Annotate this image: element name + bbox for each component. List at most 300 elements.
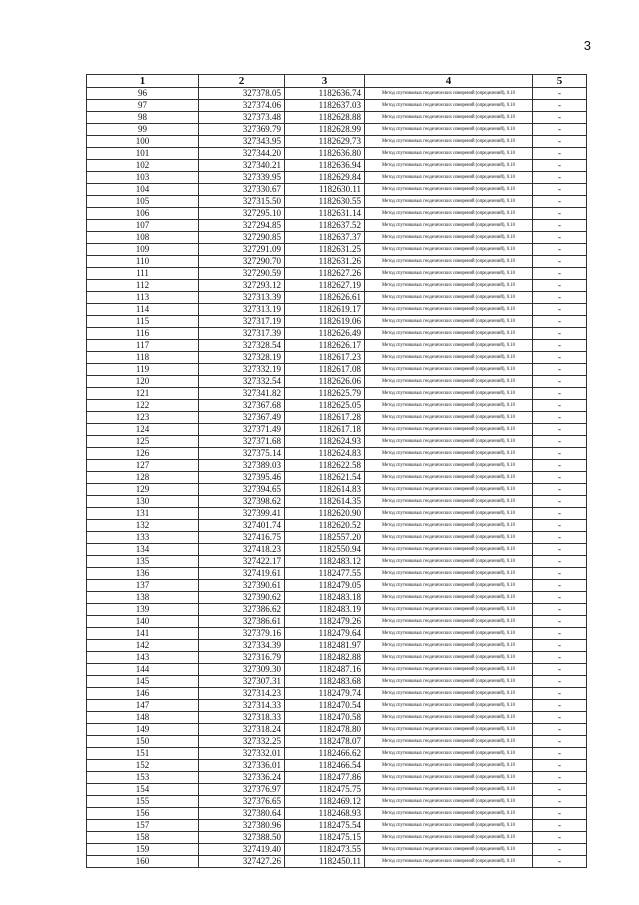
x-coordinate-cell: 327369.79 bbox=[199, 124, 285, 136]
table-row bbox=[87, 556, 587, 568]
point-number-cell: 118 bbox=[87, 352, 199, 364]
x-coordinate-cell: 327317.19 bbox=[199, 316, 285, 328]
y-coordinate-cell: 1182475.54 bbox=[285, 820, 365, 832]
point-number-cell: 142 bbox=[87, 640, 199, 652]
table-row bbox=[87, 376, 587, 388]
point-number-cell: 155 bbox=[87, 796, 199, 808]
note-cell: - bbox=[533, 796, 587, 808]
x-coordinate-cell: 327290.59 bbox=[199, 268, 285, 280]
x-coordinate-cell: 327340.21 bbox=[199, 160, 285, 172]
x-coordinate-cell: 327309.30 bbox=[199, 664, 285, 676]
table-row bbox=[87, 208, 587, 220]
note-cell: - bbox=[533, 328, 587, 340]
method-cell: Метод спутниковых геодезических измерений (определений), 0.10 bbox=[365, 256, 533, 268]
table-row bbox=[87, 292, 587, 304]
y-coordinate-cell: 1182628.88 bbox=[285, 112, 365, 124]
table-row bbox=[87, 484, 587, 496]
table-row bbox=[87, 580, 587, 592]
method-cell: Метод спутниковых геодезических измерений (определений), 0.10 bbox=[365, 472, 533, 484]
table-row bbox=[87, 364, 587, 376]
x-coordinate-cell: 327389.03 bbox=[199, 460, 285, 472]
table-row bbox=[87, 760, 587, 772]
point-number-cell: 113 bbox=[87, 292, 199, 304]
x-coordinate-cell: 327374.06 bbox=[199, 100, 285, 112]
y-coordinate-cell: 1182481.97 bbox=[285, 640, 365, 652]
method-cell: Метод спутниковых геодезических измерений (определений), 0.10 bbox=[365, 88, 533, 100]
point-number-cell: 106 bbox=[87, 208, 199, 220]
point-number-cell: 141 bbox=[87, 628, 199, 640]
point-number-cell: 138 bbox=[87, 592, 199, 604]
y-coordinate-cell: 1182626.17 bbox=[285, 340, 365, 352]
y-coordinate-cell: 1182550.94 bbox=[285, 544, 365, 556]
x-coordinate-cell: 327339.95 bbox=[199, 172, 285, 184]
method-cell: Метод спутниковых геодезических измерений (определений), 0.10 bbox=[365, 280, 533, 292]
x-coordinate-cell: 327379.16 bbox=[199, 628, 285, 640]
y-coordinate-cell: 1182477.86 bbox=[285, 772, 365, 784]
method-cell: Метод спутниковых геодезических измерений (определений), 0.10 bbox=[365, 820, 533, 832]
note-cell: - bbox=[533, 640, 587, 652]
point-number-cell: 140 bbox=[87, 616, 199, 628]
method-cell: Метод спутниковых геодезических измерений (определений), 0.10 bbox=[365, 532, 533, 544]
note-cell: - bbox=[533, 676, 587, 688]
table-row bbox=[87, 820, 587, 832]
y-coordinate-cell: 1182482.88 bbox=[285, 652, 365, 664]
note-cell: - bbox=[533, 268, 587, 280]
table-row bbox=[87, 352, 587, 364]
table-row bbox=[87, 496, 587, 508]
note-cell: - bbox=[533, 832, 587, 844]
method-cell: Метод спутниковых геодезических измерений (определений), 0.10 bbox=[365, 304, 533, 316]
method-cell: Метод спутниковых геодезических измерений (определений), 0.10 bbox=[365, 136, 533, 148]
note-cell: - bbox=[533, 316, 587, 328]
method-cell: Метод спутниковых геодезических измерений (определений), 0.10 bbox=[365, 232, 533, 244]
note-cell: - bbox=[533, 520, 587, 532]
x-coordinate-cell: 327332.19 bbox=[199, 364, 285, 376]
point-number-cell: 146 bbox=[87, 688, 199, 700]
x-coordinate-cell: 327332.54 bbox=[199, 376, 285, 388]
point-number-cell: 150 bbox=[87, 736, 199, 748]
table-row bbox=[87, 388, 587, 400]
method-cell: Метод спутниковых геодезических измерений (определений), 0.10 bbox=[365, 364, 533, 376]
x-coordinate-cell: 327307.31 bbox=[199, 676, 285, 688]
method-cell: Метод спутниковых геодезических измерений (определений), 0.10 bbox=[365, 568, 533, 580]
point-number-cell: 122 bbox=[87, 400, 199, 412]
note-cell: - bbox=[533, 736, 587, 748]
y-coordinate-cell: 1182630.11 bbox=[285, 184, 365, 196]
method-cell: Метод спутниковых геодезических измерений (определений), 0.10 bbox=[365, 628, 533, 640]
x-coordinate-cell: 327315.50 bbox=[199, 196, 285, 208]
note-cell: - bbox=[533, 292, 587, 304]
x-coordinate-cell: 327388.50 bbox=[199, 832, 285, 844]
note-cell: - bbox=[533, 436, 587, 448]
point-number-cell: 157 bbox=[87, 820, 199, 832]
note-cell: - bbox=[533, 856, 587, 868]
note-cell: - bbox=[533, 232, 587, 244]
table-row bbox=[87, 256, 587, 268]
y-coordinate-cell: 1182636.74 bbox=[285, 88, 365, 100]
note-cell: - bbox=[533, 664, 587, 676]
method-cell: Метод спутниковых геодезических измерений (определений), 0.10 bbox=[365, 148, 533, 160]
method-cell: Метод спутниковых геодезических измерений (определений), 0.10 bbox=[365, 172, 533, 184]
point-number-cell: 111 bbox=[87, 268, 199, 280]
y-coordinate-cell: 1182629.73 bbox=[285, 136, 365, 148]
table-row bbox=[87, 196, 587, 208]
method-cell: Метод спутниковых геодезических измерений (определений), 0.10 bbox=[365, 544, 533, 556]
point-number-cell: 136 bbox=[87, 568, 199, 580]
point-number-cell: 137 bbox=[87, 580, 199, 592]
y-coordinate-cell: 1182468.93 bbox=[285, 808, 365, 820]
method-cell: Метод спутниковых геодезических измерений (определений), 0.10 bbox=[365, 184, 533, 196]
note-cell: - bbox=[533, 220, 587, 232]
y-coordinate-cell: 1182629.84 bbox=[285, 172, 365, 184]
y-coordinate-cell: 1182478.07 bbox=[285, 736, 365, 748]
method-cell: Метод спутниковых геодезических измерений (определений), 0.10 bbox=[365, 412, 533, 424]
note-cell: - bbox=[533, 100, 587, 112]
y-coordinate-cell: 1182624.93 bbox=[285, 436, 365, 448]
note-cell: - bbox=[533, 724, 587, 736]
point-number-cell: 127 bbox=[87, 460, 199, 472]
y-coordinate-cell: 1182557.20 bbox=[285, 532, 365, 544]
point-number-cell: 134 bbox=[87, 544, 199, 556]
x-coordinate-cell: 327291.09 bbox=[199, 244, 285, 256]
table-row bbox=[87, 136, 587, 148]
note-cell: - bbox=[533, 424, 587, 436]
x-coordinate-cell: 327378.05 bbox=[199, 88, 285, 100]
table-row bbox=[87, 244, 587, 256]
note-cell: - bbox=[533, 244, 587, 256]
table-row bbox=[87, 592, 587, 604]
method-cell: Метод спутниковых геодезических измерений (определений), 0.10 bbox=[365, 340, 533, 352]
table-row bbox=[87, 640, 587, 652]
point-number-cell: 112 bbox=[87, 280, 199, 292]
y-coordinate-cell: 1182637.37 bbox=[285, 232, 365, 244]
y-coordinate-cell: 1182479.26 bbox=[285, 616, 365, 628]
point-number-cell: 102 bbox=[87, 160, 199, 172]
y-coordinate-cell: 1182479.74 bbox=[285, 688, 365, 700]
y-coordinate-cell: 1182614.35 bbox=[285, 496, 365, 508]
table-row bbox=[87, 700, 587, 712]
method-cell: Метод спутниковых геодезических измерений (определений), 0.10 bbox=[365, 220, 533, 232]
note-cell: - bbox=[533, 772, 587, 784]
point-number-cell: 100 bbox=[87, 136, 199, 148]
y-coordinate-cell: 1182619.06 bbox=[285, 316, 365, 328]
page-number: 3 bbox=[583, 38, 591, 53]
note-cell: - bbox=[533, 556, 587, 568]
x-coordinate-cell: 327332.01 bbox=[199, 748, 285, 760]
point-number-cell: 147 bbox=[87, 700, 199, 712]
y-coordinate-cell: 1182469.12 bbox=[285, 796, 365, 808]
note-cell: - bbox=[533, 388, 587, 400]
method-cell: Метод спутниковых геодезических измерений (определений), 0.10 bbox=[365, 748, 533, 760]
table-row bbox=[87, 676, 587, 688]
table-row bbox=[87, 844, 587, 856]
note-cell: - bbox=[533, 616, 587, 628]
note-cell: - bbox=[533, 364, 587, 376]
method-cell: Метод спутниковых геодезических измерений (определений), 0.10 bbox=[365, 700, 533, 712]
note-cell: - bbox=[533, 196, 587, 208]
x-coordinate-cell: 327422.17 bbox=[199, 556, 285, 568]
point-number-cell: 144 bbox=[87, 664, 199, 676]
point-number-cell: 110 bbox=[87, 256, 199, 268]
method-cell: Метод спутниковых геодезических измерений (определений), 0.10 bbox=[365, 388, 533, 400]
x-coordinate-cell: 327332.25 bbox=[199, 736, 285, 748]
method-cell: Метод спутниковых геодезических измерений (определений), 0.10 bbox=[365, 772, 533, 784]
y-coordinate-cell: 1182483.12 bbox=[285, 556, 365, 568]
method-cell: Метод спутниковых геодезических измерений (определений), 0.10 bbox=[365, 844, 533, 856]
table-row bbox=[87, 172, 587, 184]
note-cell: - bbox=[533, 112, 587, 124]
x-coordinate-cell: 327371.49 bbox=[199, 424, 285, 436]
table-row bbox=[87, 280, 587, 292]
point-number-cell: 149 bbox=[87, 724, 199, 736]
x-coordinate-cell: 327317.39 bbox=[199, 328, 285, 340]
note-cell: - bbox=[533, 376, 587, 388]
point-number-cell: 107 bbox=[87, 220, 199, 232]
x-coordinate-cell: 327386.62 bbox=[199, 604, 285, 616]
table-row bbox=[87, 688, 587, 700]
note-cell: - bbox=[533, 184, 587, 196]
note-cell: - bbox=[533, 148, 587, 160]
y-coordinate-cell: 1182637.03 bbox=[285, 100, 365, 112]
y-coordinate-cell: 1182622.58 bbox=[285, 460, 365, 472]
method-cell: Метод спутниковых геодезических измерений (определений), 0.10 bbox=[365, 124, 533, 136]
y-coordinate-cell: 1182631.25 bbox=[285, 244, 365, 256]
column-header-2: 2 bbox=[199, 75, 285, 88]
x-coordinate-cell: 327290.85 bbox=[199, 232, 285, 244]
y-coordinate-cell: 1182621.54 bbox=[285, 472, 365, 484]
point-number-cell: 132 bbox=[87, 520, 199, 532]
y-coordinate-cell: 1182477.55 bbox=[285, 568, 365, 580]
y-coordinate-cell: 1182630.55 bbox=[285, 196, 365, 208]
x-coordinate-cell: 327290.70 bbox=[199, 256, 285, 268]
x-coordinate-cell: 327367.49 bbox=[199, 412, 285, 424]
x-coordinate-cell: 327380.96 bbox=[199, 820, 285, 832]
x-coordinate-cell: 327398.62 bbox=[199, 496, 285, 508]
x-coordinate-cell: 327373.48 bbox=[199, 112, 285, 124]
y-coordinate-cell: 1182631.14 bbox=[285, 208, 365, 220]
y-coordinate-cell: 1182624.83 bbox=[285, 448, 365, 460]
table-row bbox=[87, 808, 587, 820]
method-cell: Метод спутниковых геодезических измерений (определений), 0.10 bbox=[365, 448, 533, 460]
table-row bbox=[87, 616, 587, 628]
table-row bbox=[87, 712, 587, 724]
point-number-cell: 103 bbox=[87, 172, 199, 184]
table-row bbox=[87, 220, 587, 232]
column-header-5: 5 bbox=[533, 75, 587, 88]
method-cell: Метод спутниковых геодезических измерений (определений), 0.10 bbox=[365, 196, 533, 208]
x-coordinate-cell: 327336.01 bbox=[199, 760, 285, 772]
method-cell: Метод спутниковых геодезических измерений (определений), 0.10 bbox=[365, 460, 533, 472]
method-cell: Метод спутниковых геодезических измерений (определений), 0.10 bbox=[365, 112, 533, 124]
table-row bbox=[87, 148, 587, 160]
table-row bbox=[87, 304, 587, 316]
table-row bbox=[87, 124, 587, 136]
method-cell: Метод спутниковых геодезических измерений (определений), 0.10 bbox=[365, 592, 533, 604]
table-row bbox=[87, 856, 587, 868]
note-cell: - bbox=[533, 700, 587, 712]
point-number-cell: 152 bbox=[87, 760, 199, 772]
x-coordinate-cell: 327294.85 bbox=[199, 220, 285, 232]
table-row bbox=[87, 520, 587, 532]
note-cell: - bbox=[533, 760, 587, 772]
point-number-cell: 148 bbox=[87, 712, 199, 724]
note-cell: - bbox=[533, 688, 587, 700]
x-coordinate-cell: 327328.19 bbox=[199, 352, 285, 364]
y-coordinate-cell: 1182628.99 bbox=[285, 124, 365, 136]
point-number-cell: 153 bbox=[87, 772, 199, 784]
table-row bbox=[87, 472, 587, 484]
y-coordinate-cell: 1182466.54 bbox=[285, 760, 365, 772]
point-number-cell: 143 bbox=[87, 652, 199, 664]
method-cell: Метод спутниковых геодезических измерений (определений), 0.10 bbox=[365, 724, 533, 736]
point-number-cell: 119 bbox=[87, 364, 199, 376]
method-cell: Метод спутниковых геодезических измерений (определений), 0.10 bbox=[365, 508, 533, 520]
method-cell: Метод спутниковых геодезических измерений (определений), 0.10 bbox=[365, 268, 533, 280]
note-cell: - bbox=[533, 568, 587, 580]
y-coordinate-cell: 1182626.49 bbox=[285, 328, 365, 340]
note-cell: - bbox=[533, 256, 587, 268]
method-cell: Метод спутниковых геодезических измерений (определений), 0.10 bbox=[365, 328, 533, 340]
method-cell: Метод спутниковых геодезических измерений (определений), 0.10 bbox=[365, 760, 533, 772]
y-coordinate-cell: 1182617.08 bbox=[285, 364, 365, 376]
x-coordinate-cell: 327390.62 bbox=[199, 592, 285, 604]
point-number-cell: 96 bbox=[87, 88, 199, 100]
method-cell: Метод спутниковых геодезических измерений (определений), 0.10 bbox=[365, 292, 533, 304]
method-cell: Метод спутниковых геодезических измерений (определений), 0.10 bbox=[365, 436, 533, 448]
table-row bbox=[87, 772, 587, 784]
point-number-cell: 131 bbox=[87, 508, 199, 520]
method-cell: Метод спутниковых геодезических измерений (определений), 0.10 bbox=[365, 676, 533, 688]
method-cell: Метод спутниковых геодезических измерений (определений), 0.10 bbox=[365, 580, 533, 592]
note-cell: - bbox=[533, 712, 587, 724]
point-number-cell: 154 bbox=[87, 784, 199, 796]
point-number-cell: 120 bbox=[87, 376, 199, 388]
note-cell: - bbox=[533, 172, 587, 184]
table-row bbox=[87, 232, 587, 244]
table-row bbox=[87, 448, 587, 460]
point-number-cell: 105 bbox=[87, 196, 199, 208]
point-number-cell: 129 bbox=[87, 484, 199, 496]
note-cell: - bbox=[533, 484, 587, 496]
note-cell: - bbox=[533, 280, 587, 292]
point-number-cell: 145 bbox=[87, 676, 199, 688]
note-cell: - bbox=[533, 412, 587, 424]
y-coordinate-cell: 1182626.06 bbox=[285, 376, 365, 388]
method-cell: Метод спутниковых геодезических измерений (определений), 0.10 bbox=[365, 352, 533, 364]
y-coordinate-cell: 1182483.18 bbox=[285, 592, 365, 604]
table-row bbox=[87, 832, 587, 844]
note-cell: - bbox=[533, 820, 587, 832]
method-cell: Метод спутниковых геодезических измерений (определений), 0.10 bbox=[365, 160, 533, 172]
y-coordinate-cell: 1182466.62 bbox=[285, 748, 365, 760]
table-row bbox=[87, 736, 587, 748]
note-cell: - bbox=[533, 208, 587, 220]
method-cell: Метод спутниковых геодезических измерений (определений), 0.10 bbox=[365, 520, 533, 532]
note-cell: - bbox=[533, 580, 587, 592]
y-coordinate-cell: 1182636.80 bbox=[285, 148, 365, 160]
x-coordinate-cell: 327314.23 bbox=[199, 688, 285, 700]
table-row bbox=[87, 328, 587, 340]
point-number-cell: 123 bbox=[87, 412, 199, 424]
note-cell: - bbox=[533, 88, 587, 100]
point-number-cell: 116 bbox=[87, 328, 199, 340]
y-coordinate-cell: 1182631.26 bbox=[285, 256, 365, 268]
table-row bbox=[87, 424, 587, 436]
note-cell: - bbox=[533, 544, 587, 556]
coordinates-table bbox=[86, 74, 587, 868]
note-cell: - bbox=[533, 604, 587, 616]
point-number-cell: 125 bbox=[87, 436, 199, 448]
table-row bbox=[87, 568, 587, 580]
y-coordinate-cell: 1182627.26 bbox=[285, 268, 365, 280]
y-coordinate-cell: 1182483.19 bbox=[285, 604, 365, 616]
point-number-cell: 158 bbox=[87, 832, 199, 844]
x-coordinate-cell: 327427.26 bbox=[199, 856, 285, 868]
table-row bbox=[87, 664, 587, 676]
point-number-cell: 109 bbox=[87, 244, 199, 256]
method-cell: Метод спутниковых геодезических измерений (определений), 0.10 bbox=[365, 496, 533, 508]
y-coordinate-cell: 1182475.75 bbox=[285, 784, 365, 796]
note-cell: - bbox=[533, 304, 587, 316]
x-coordinate-cell: 327328.54 bbox=[199, 340, 285, 352]
y-coordinate-cell: 1182479.05 bbox=[285, 580, 365, 592]
x-coordinate-cell: 327318.33 bbox=[199, 712, 285, 724]
y-coordinate-cell: 1182478.80 bbox=[285, 724, 365, 736]
note-cell: - bbox=[533, 592, 587, 604]
note-cell: - bbox=[533, 136, 587, 148]
method-cell: Метод спутниковых геодезических измерений (определений), 0.10 bbox=[365, 208, 533, 220]
column-header-4: 4 bbox=[365, 75, 533, 88]
table-row bbox=[87, 652, 587, 664]
point-number-cell: 121 bbox=[87, 388, 199, 400]
point-number-cell: 108 bbox=[87, 232, 199, 244]
y-coordinate-cell: 1182619.17 bbox=[285, 304, 365, 316]
y-coordinate-cell: 1182620.90 bbox=[285, 508, 365, 520]
point-number-cell: 135 bbox=[87, 556, 199, 568]
x-coordinate-cell: 327313.19 bbox=[199, 304, 285, 316]
column-header-1: 1 bbox=[87, 75, 199, 88]
point-number-cell: 117 bbox=[87, 340, 199, 352]
table-row bbox=[87, 532, 587, 544]
note-cell: - bbox=[533, 808, 587, 820]
method-cell: Метод спутниковых геодезических измерений (определений), 0.10 bbox=[365, 100, 533, 112]
table-row bbox=[87, 160, 587, 172]
method-cell: Метод спутниковых геодезических измерений (определений), 0.10 bbox=[365, 484, 533, 496]
table-row bbox=[87, 724, 587, 736]
note-cell: - bbox=[533, 124, 587, 136]
y-coordinate-cell: 1182625.79 bbox=[285, 388, 365, 400]
column-header-3: 3 bbox=[285, 75, 365, 88]
y-coordinate-cell: 1182450.11 bbox=[285, 856, 365, 868]
x-coordinate-cell: 327419.61 bbox=[199, 568, 285, 580]
method-cell: Метод спутниковых геодезических измерений (определений), 0.10 bbox=[365, 688, 533, 700]
table-row bbox=[87, 748, 587, 760]
method-cell: Метод спутниковых геодезических измерений (определений), 0.10 bbox=[365, 556, 533, 568]
note-cell: - bbox=[533, 844, 587, 856]
note-cell: - bbox=[533, 652, 587, 664]
method-cell: Метод спутниковых геодезических измерений (определений), 0.10 bbox=[365, 652, 533, 664]
table-body bbox=[87, 88, 587, 868]
y-coordinate-cell: 1182475.15 bbox=[285, 832, 365, 844]
point-number-cell: 160 bbox=[87, 856, 199, 868]
table-row bbox=[87, 184, 587, 196]
note-cell: - bbox=[533, 400, 587, 412]
x-coordinate-cell: 327334.39 bbox=[199, 640, 285, 652]
method-cell: Метод спутниковых геодезических измерений (определений), 0.10 bbox=[365, 400, 533, 412]
x-coordinate-cell: 327314.33 bbox=[199, 700, 285, 712]
y-coordinate-cell: 1182479.64 bbox=[285, 628, 365, 640]
x-coordinate-cell: 327344.20 bbox=[199, 148, 285, 160]
